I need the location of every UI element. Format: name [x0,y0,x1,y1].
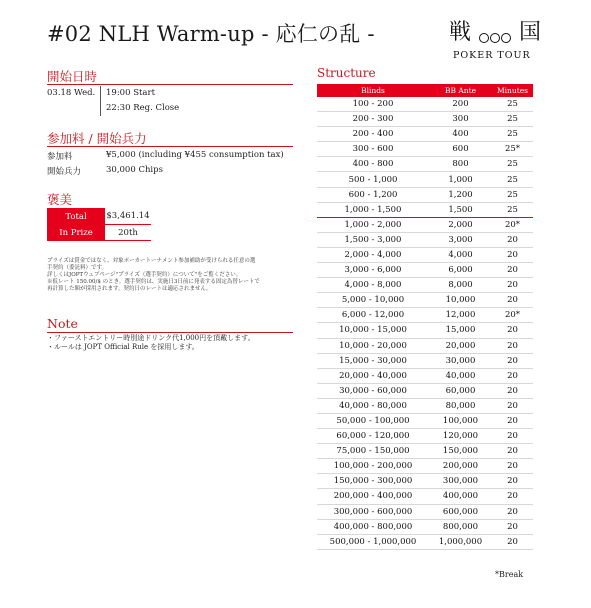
note-heading: Note [47,316,78,331]
page-title: #02 NLH Warm-up - 応仁の乱 - [47,22,375,46]
bb-ante-cell: 30,000 [429,353,492,368]
bb-ante-cell: 3,000 [429,232,492,247]
structure-row [317,247,533,262]
structure-row [317,519,533,534]
bb-ante-cell: 15,000 [429,323,492,338]
bb-ante-cell: 600,000 [429,504,492,519]
col-header-bb-ante: BB Ante [429,84,492,97]
bb-ante-cell: 800 [429,157,492,172]
bb-ante-cell: 60,000 [429,383,492,398]
bb-ante-cell: 400 [429,127,492,142]
minutes-cell: 20 [492,489,533,504]
minutes-cell: 20 [492,444,533,459]
structure-row [317,142,533,157]
structure-row [317,232,533,247]
minutes-cell: 20 [492,459,533,474]
bb-ante-cell: 120,000 [429,429,492,444]
bb-ante-cell: 40,000 [429,368,492,383]
blinds-cell: 150,000 - 300,000 [317,474,429,489]
structure-row [317,187,533,202]
fee-value: ¥5,000 (including ¥455 consumption tax) [106,150,284,160]
structure-row [317,383,533,398]
blinds-cell: 100 - 200 [317,97,429,112]
bb-ante-cell: 200,000 [429,459,492,474]
bb-ante-cell: 150,000 [429,444,492,459]
sengoku-poker-tour-logo [441,20,556,64]
structure-row [317,308,533,323]
structure-row [317,112,533,127]
structure-row [317,202,533,217]
structure-table [317,84,533,550]
blinds-cell: 300 - 600 [317,142,429,157]
note-divider [47,332,293,333]
fine-print-line: ※仮レート 150.00/$ のとき。選手契約は、実施日3日前に発表する固定為替レートで [47,279,260,285]
blinds-cell: 5,000 - 10,000 [317,293,429,308]
blinds-cell: 1,000 - 2,000 [317,217,429,232]
minutes-cell: 20 [492,278,533,293]
structure-row [317,413,533,428]
prize-fine-print [47,258,297,293]
prize-heading: 褒美 [47,192,73,207]
bb-ante-cell: 20,000 [429,338,492,353]
fine-print-line: 詳しくはJOPTウェブページ"プライズ（選手契約）について"をご覧ください。 [47,272,242,278]
minutes-cell: 25* [492,142,533,157]
structure-row [317,127,533,142]
blinds-cell: 4,000 - 8,000 [317,278,429,293]
minutes-cell: 20 [492,474,533,489]
bb-ante-cell: 300 [429,112,492,127]
blinds-cell: 10,000 - 20,000 [317,338,429,353]
prize-total-value: $3,461.14 [105,209,152,225]
blinds-cell: 300,000 - 600,000 [317,504,429,519]
schedule-divider [47,84,293,85]
blinds-cell: 100,000 - 200,000 [317,459,429,474]
minutes-cell: 20 [492,338,533,353]
bb-ante-cell: 4,000 [429,247,492,262]
blinds-cell: 500,000 - 1,000,000 [317,534,429,549]
blinds-cell: 200,000 - 400,000 [317,489,429,504]
bb-ante-cell: 200 [429,97,492,112]
prize-inprize-row [48,225,152,241]
minutes-cell: 20 [492,232,533,247]
blinds-cell: 30,000 - 60,000 [317,383,429,398]
break-footnote: *Break [495,570,524,579]
fine-print-line: 手契約（委託料）です。 [47,265,108,271]
minutes-cell: 20 [492,263,533,278]
prize-total-label: Total [48,209,105,225]
structure-row [317,474,533,489]
blinds-cell: 1,500 - 3,000 [317,232,429,247]
col-header-minutes: Minutes [492,84,533,97]
minutes-cell: 20 [492,534,533,549]
bb-ante-cell: 1,000 [429,172,492,187]
minutes-cell: 20 [492,323,533,338]
prize-total-row [48,209,152,225]
minutes-cell: 20 [492,429,533,444]
blinds-cell: 60,000 - 120,000 [317,429,429,444]
chips-value: 30,000 Chips [106,165,163,175]
structure-row [317,97,533,112]
blinds-cell: 500 - 1,000 [317,172,429,187]
blinds-cell: 50,000 - 100,000 [317,413,429,428]
minutes-cell: 20 [492,398,533,413]
bb-ante-cell: 1,200 [429,187,492,202]
structure-row [317,444,533,459]
structure-row [317,459,533,474]
bb-ante-cell: 8,000 [429,278,492,293]
blinds-cell: 400 - 800 [317,157,429,172]
chips-label: 開始兵力 [47,167,82,177]
bb-ante-cell: 1,500 [429,202,492,217]
blinds-cell: 200 - 400 [317,127,429,142]
schedule-start: 19:00 Start [106,88,155,98]
logo-tour-text: POKER TOUR [453,50,531,61]
minutes-cell: 20 [492,413,533,428]
structure-row [317,338,533,353]
minutes-cell: 25 [492,157,533,172]
minutes-cell: 25 [492,172,533,187]
schedule-date: 03.18 Wed. [47,88,96,98]
bb-ante-cell: 100,000 [429,413,492,428]
structure-row [317,504,533,519]
structure-row [317,278,533,293]
bb-ante-cell: 1,000,000 [429,534,492,549]
poker-chips-icon [479,28,515,42]
prize-table [47,208,151,241]
logo-kanji-sen: 戦 [449,20,472,45]
fine-print-line: 再計算した額が採用されます。契約日のレートは適応されません。 [47,286,212,292]
structure-row [317,489,533,504]
fine-print-line: プライズは賞金ではなく、対象ポーカートーナメント参加補助が受けられる任意の選 [47,258,256,264]
structure-heading: Structure [317,66,376,80]
blinds-cell: 40,000 - 80,000 [317,398,429,413]
minutes-cell: 25 [492,187,533,202]
minutes-cell: 20 [492,293,533,308]
bb-ante-cell: 2,000 [429,217,492,232]
minutes-cell: 20 [492,519,533,534]
bb-ante-cell: 10,000 [429,293,492,308]
minutes-cell: 20 [492,353,533,368]
entry-divider [47,146,293,147]
minutes-cell: 20 [492,383,533,398]
minutes-cell: 20 [492,247,533,262]
blinds-cell: 400,000 - 800,000 [317,519,429,534]
bb-ante-cell: 600 [429,142,492,157]
bb-ante-cell: 12,000 [429,308,492,323]
structure-row [317,293,533,308]
blinds-cell: 600 - 1,200 [317,187,429,202]
blinds-cell: 15,000 - 30,000 [317,353,429,368]
entry-heading: 参加料 / 開始兵力 [47,131,147,146]
structure-row [317,534,533,549]
blinds-cell: 20,000 - 40,000 [317,368,429,383]
structure-row [317,157,533,172]
structure-row [317,217,533,232]
note-list [47,334,255,352]
structure-row [317,398,533,413]
schedule-heading: 開始日時 [47,69,98,84]
blinds-cell: 200 - 300 [317,112,429,127]
logo-kanji-koku: 国 [519,20,542,45]
structure-row [317,172,533,187]
blinds-cell: 3,000 - 6,000 [317,263,429,278]
prize-inprize-value: 20th [105,225,152,241]
col-header-blinds: Blinds [317,84,429,97]
structure-body [317,97,533,549]
blinds-cell: 2,000 - 4,000 [317,247,429,262]
bb-ante-cell: 400,000 [429,489,492,504]
schedule-separator [100,86,101,116]
minutes-cell: 25 [492,97,533,112]
minutes-cell: 25 [492,127,533,142]
fee-label: 参加料 [47,152,73,162]
structure-row [317,323,533,338]
structure-row [317,353,533,368]
minutes-cell: 25 [492,112,533,127]
structure-header-row [317,84,533,97]
bb-ante-cell: 300,000 [429,474,492,489]
minutes-cell: 25 [492,202,533,217]
minutes-cell: 20 [492,504,533,519]
structure-row [317,429,533,444]
blinds-cell: 6,000 - 12,000 [317,308,429,323]
structure-row [317,368,533,383]
structure-row [317,263,533,278]
note-line: ・ルールは JOPT Official Rule を採用します。 [47,343,199,351]
minutes-cell: 20* [492,217,533,232]
blinds-cell: 1,000 - 1,500 [317,202,429,217]
prize-inprize-label: In Prize [48,225,105,241]
schedule-reg-close: 22:30 Reg. Close [106,103,180,113]
note-line: ・ファーストエントリー時別途ドリンク代1,000円を頂戴します。 [47,334,255,342]
blinds-cell: 10,000 - 15,000 [317,323,429,338]
blinds-cell: 75,000 - 150,000 [317,444,429,459]
bb-ante-cell: 6,000 [429,263,492,278]
minutes-cell: 20* [492,308,533,323]
bb-ante-cell: 800,000 [429,519,492,534]
bb-ante-cell: 80,000 [429,398,492,413]
minutes-cell: 20 [492,368,533,383]
